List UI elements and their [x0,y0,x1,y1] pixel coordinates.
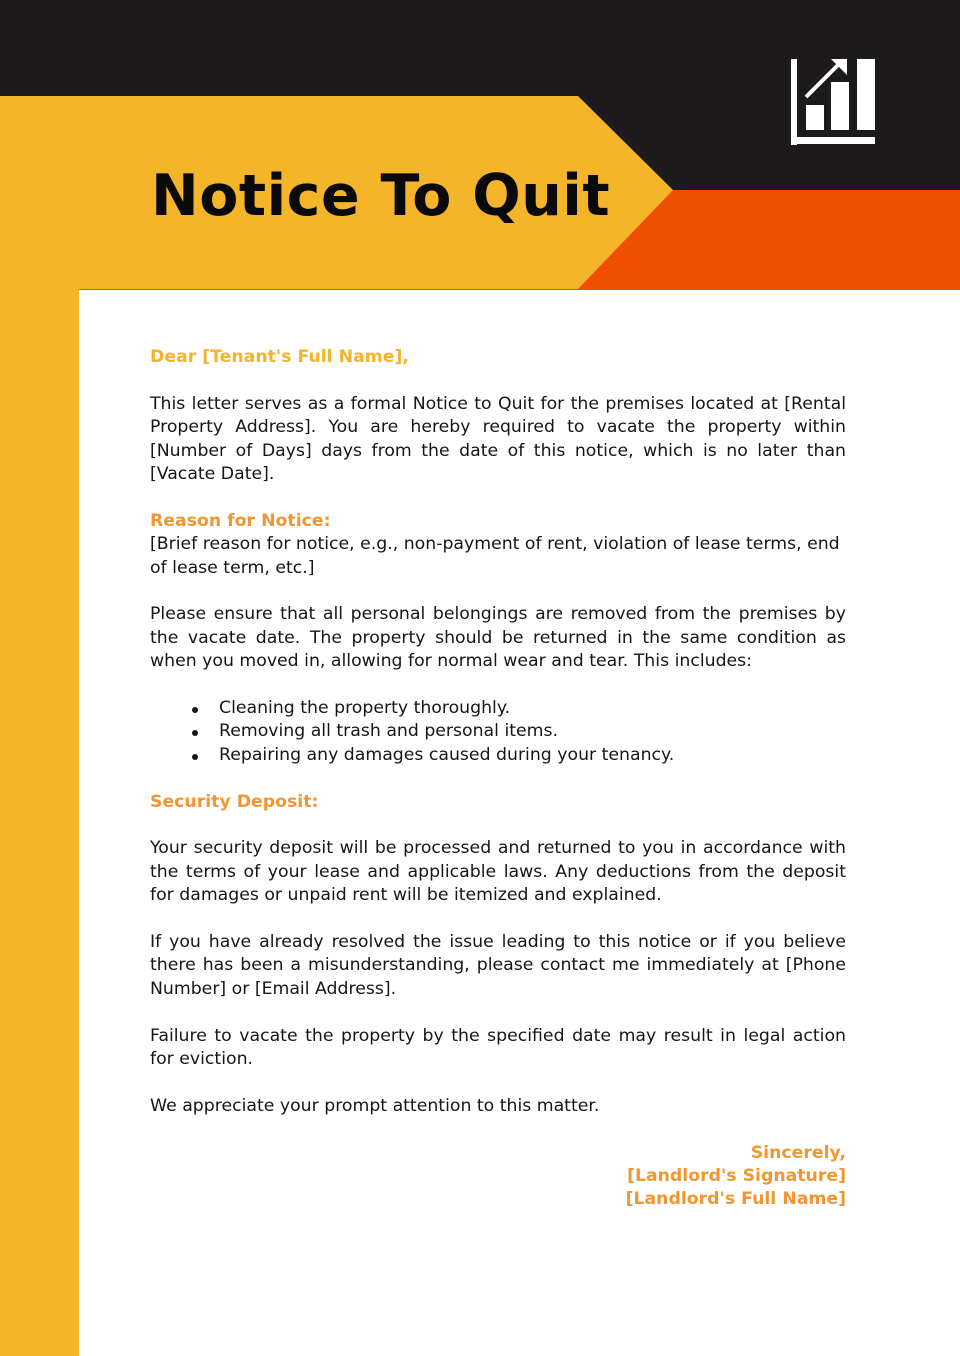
bullet-icon [192,754,198,760]
landlord-signature: [Landlord's Signature] [627,1166,846,1187]
belongings-paragraph: Please ensure that all personal belongings are removed from the premises by the vacate date. The property should be returned in the same condition as when you moved in, allowing for normal wear and tear. This includes: [150,604,846,672]
deposit-heading: Security Deposit: [150,791,319,812]
bullet-icon [192,730,198,736]
appreciation-paragraph: We appreciate your prompt attention to this matter. [150,1095,600,1116]
requirements-list [150,697,846,767]
list-item-text: Cleaning the property thoroughly. [219,698,511,719]
bar-chart-growth-icon [791,59,877,145]
resolved-paragraph: If you have already resolved the issue leading to this notice or if you believe there has been a misunderstanding, please contact me immediately at [Phone Number] or [Email Address]. [150,932,846,999]
list-item-text: Removing all trash and personal items. [219,721,558,742]
signature-block [150,1142,846,1212]
list-item-text: Repairing any damages caused during your tenancy. [219,744,675,765]
bullet-icon [192,707,198,713]
closing-sincerely: Sincerely, [750,1142,846,1163]
list-item [219,720,846,743]
landlord-name: [Landlord's Full Name] [625,1189,846,1210]
list-item [219,744,846,767]
reason-text: [Brief reason for notice, e.g., non-payment of rent, violation of lease terms, end of lease term, etc.] [150,534,840,578]
letter-body [150,346,846,1212]
failure-paragraph: Failure to vacate the property by the specified date may result in legal action for eviction. [150,1025,846,1070]
greeting: Dear [Tenant's Full Name], [150,347,409,367]
intro-paragraph: This letter serves as a formal Notice to Quit for the premises located at [Rental Property Address]. You are hereby required to vacate the property within [Number of Days] days from the date of this notice, which is no later than [Vacate Date]. [150,393,846,485]
document-title: Notice To Quit [151,163,611,229]
list-item [219,697,846,720]
reason-heading: Reason for Notice: [150,510,331,531]
deposit-text: Your security deposit will be processed and returned to you in accordance with the terms of your lease and applicable laws. Any deductions from the deposit for damages or unpaid rent will be itemized and explained. [150,838,846,906]
